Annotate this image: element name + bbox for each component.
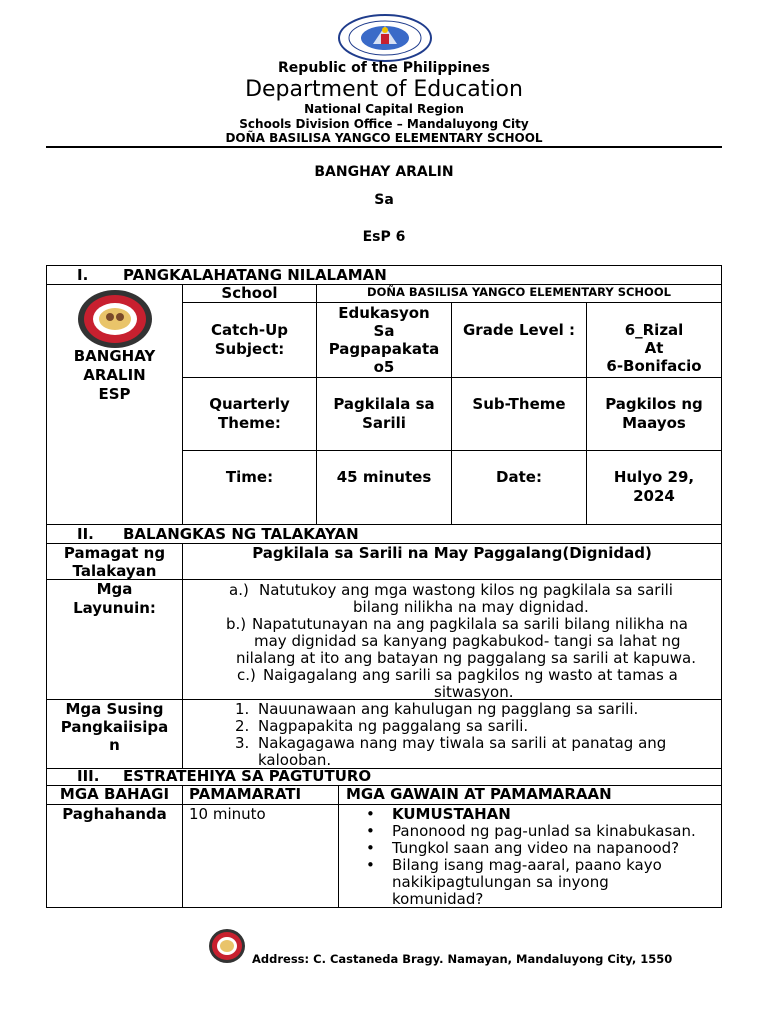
grade-value-line: 6-Bonifacio	[606, 357, 702, 375]
subject-value	[316, 302, 452, 378]
header-region: National Capital Region	[304, 102, 464, 116]
layunin-label	[46, 579, 183, 700]
theme-value-line: Pagkilala sa	[333, 395, 435, 413]
susing-line: Nakagagawa nang may tiwala sa sarili at panatag ang	[258, 734, 667, 752]
section-3-number: III.	[77, 767, 100, 785]
layunin-line: bilang nilikha na may dignidad.	[353, 598, 589, 616]
time-value: 45 minutes	[316, 450, 452, 525]
susing-marker: 3.	[235, 734, 250, 752]
pamagat-label	[46, 543, 183, 580]
gawain-item: nakikipagtulungan sa inyong	[392, 873, 609, 891]
grade-value-line: At	[644, 339, 664, 357]
header-country: Republic of the Philippines	[278, 60, 490, 76]
footer-address: Address: C. Castaneda Bragy. Namayan, Mandaluyong City, 1550	[252, 952, 673, 966]
grade-label: Grade Level :	[451, 302, 587, 378]
side-label-line: ARALIN	[83, 366, 146, 384]
pamagat-value: Pagkilala sa Sarili na May Paggalang(Dignidad)	[182, 543, 722, 580]
susing-list	[182, 699, 722, 769]
section-1-number: I.	[77, 266, 89, 284]
side-label-line: ESP	[98, 385, 131, 403]
bullet-icon: •	[366, 856, 375, 874]
theme-label	[182, 377, 317, 451]
col-header-pamamarati: PAMAMARATI	[182, 785, 339, 805]
side-label	[47, 347, 182, 404]
susing-marker: 2.	[235, 717, 250, 735]
school-value: DOÑA BASILISA YANGCO ELEMENTARY SCHOOL	[316, 284, 722, 303]
layunin-marker: b.)	[226, 615, 247, 633]
time-label: Time:	[182, 450, 317, 525]
layunin-marker: a.)	[229, 581, 249, 599]
bullet-icon: •	[366, 805, 375, 823]
layunin-list	[182, 579, 722, 700]
susing-line: Nagpapakita ng paggalang sa sarili.	[258, 717, 529, 735]
bullet-icon: •	[366, 839, 375, 857]
subtheme-label: Sub-Theme	[451, 377, 587, 451]
theme-label-line: Theme:	[218, 414, 281, 432]
row-bahagi: Paghahanda	[46, 804, 183, 908]
theme-value-line: Sarili	[362, 414, 406, 432]
layunin-line: may dignidad sa kanyang pagkabukod- tangi sa lahat ng	[254, 632, 681, 650]
section-1-heading	[46, 265, 722, 285]
subject-value-line: o5	[373, 358, 395, 376]
theme-label-line: Quarterly	[209, 395, 290, 413]
section-2-heading	[46, 524, 722, 544]
grade-value-line: 6_Rizal	[624, 321, 684, 339]
layunin-line: Napatutunayan na ang pagkilala sa sarili bilang nilikha na	[252, 615, 688, 633]
subtheme-value-line: Maayos	[622, 414, 686, 432]
side-panel	[46, 284, 183, 525]
header-divider	[46, 146, 722, 148]
susing-label-line: n	[109, 736, 120, 754]
section-1-title: PANGKALAHATANG NILALAMAN	[123, 266, 387, 284]
date-value	[586, 450, 722, 525]
layunin-line: sitwasyon.	[434, 683, 514, 701]
doc-title-2: Sa	[374, 192, 394, 208]
layunin-label-line: Mga	[96, 580, 133, 598]
subject-label-line: Subject:	[214, 340, 285, 358]
row-oras: 10 minuto	[182, 804, 339, 908]
section-3-heading	[46, 768, 722, 786]
side-label-line: BANGHAY	[73, 347, 156, 365]
layunin-marker: c.)	[237, 666, 256, 684]
date-value-line: Hulyo 29,	[613, 468, 695, 486]
susing-label	[46, 699, 183, 769]
subject-label-line: Catch-Up	[210, 321, 288, 339]
theme-value	[316, 377, 452, 451]
pamagat-label-line: Pamagat ng	[63, 544, 166, 562]
school-label: School	[182, 284, 317, 303]
layunin-line: Naigagalang ang sarili sa pagkilos ng wasto at tamas a	[263, 666, 678, 684]
gawain-item: Bilang isang mag-aaral, paano kayo	[392, 856, 662, 874]
row-gawain	[338, 804, 722, 908]
susing-line: Nauunawaan ang kahulugan ng pagglang sa sarili.	[258, 700, 639, 718]
doc-title-3: EsP 6	[362, 229, 406, 245]
col-header-bahagi: MGA BAHAGI	[46, 785, 183, 805]
susing-label-line: Pangkaiisipa	[60, 718, 169, 736]
doc-title-1: BANGHAY ARALIN	[314, 164, 454, 180]
bullet-icon: •	[366, 822, 375, 840]
subtheme-value-line: Pagkilos ng	[605, 395, 703, 413]
subject-value-line: Edukasyon	[338, 304, 430, 322]
subject-value-line: Pagpapakata	[328, 340, 440, 358]
grade-value	[586, 302, 722, 378]
section-2-number: II.	[77, 525, 94, 543]
layunin-line: Natutukoy ang mga wastong kilos ng pagkilala sa sarili	[259, 581, 673, 599]
layunin-line: nilalang at ito ang batayan ng paggalang sa sarili at kapuwa.	[236, 649, 696, 667]
gawain-title: KUMUSTAHAN	[392, 805, 511, 823]
section-2-title: BALANGKAS NG TALAKAYAN	[123, 525, 359, 543]
gawain-item: Tungkol saan ang video na napanood?	[392, 839, 680, 857]
susing-line: kalooban.	[258, 751, 332, 769]
subject-label	[182, 302, 317, 378]
layunin-label-line: Layunuin:	[73, 599, 156, 617]
section-3-title: ESTRATEHIYA SA PAGTUTURO	[123, 767, 372, 785]
subtheme-value	[586, 377, 722, 451]
gawain-item: komunidad?	[392, 890, 484, 908]
header-school: DOÑA BASILISA YANGCO ELEMENTARY SCHOOL	[225, 131, 543, 145]
date-value-line: 2024	[633, 487, 675, 505]
esp-logo	[77, 289, 153, 349]
header-division: Schools Division Office – Mandaluyong City	[239, 117, 529, 131]
subject-value-line: Sa	[373, 322, 395, 340]
gawain-item: Panonood ng pag-unlad sa kinabukasan.	[392, 822, 696, 840]
pamagat-label-line: Talakayan	[72, 562, 157, 580]
susing-label-line: Mga Susing	[65, 700, 164, 718]
header-department: Department of Education	[245, 77, 523, 102]
susing-marker: 1.	[235, 700, 250, 718]
col-header-gawain: MGA GAWAIN AT PAMAMARAAN	[338, 785, 722, 805]
footer-esp-logo	[208, 928, 246, 964]
date-label: Date:	[451, 450, 587, 525]
deped-seal-logo	[337, 14, 433, 62]
